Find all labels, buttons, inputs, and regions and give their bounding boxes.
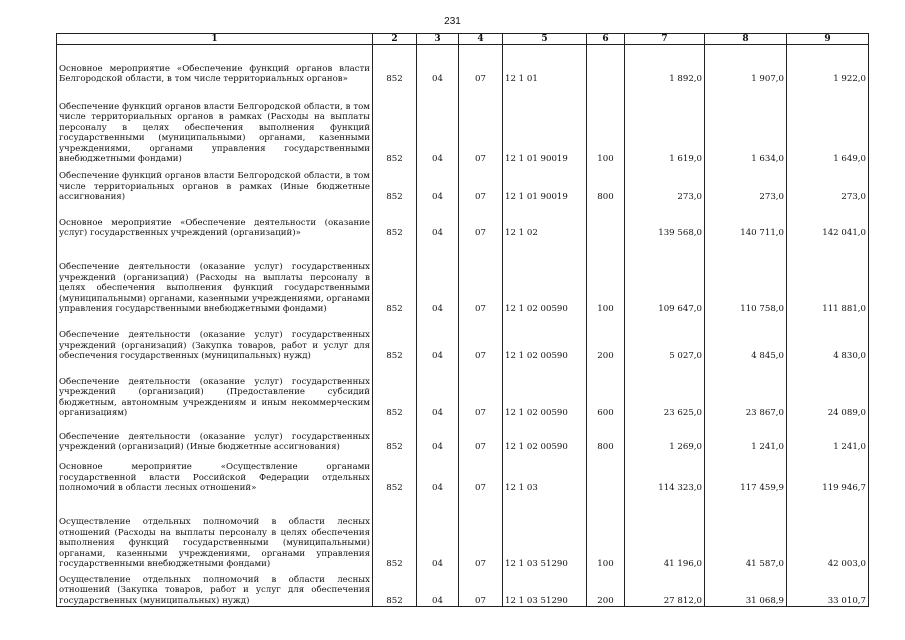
subsection-code: 07 xyxy=(459,419,503,453)
amount-year-1: 109 647,0 xyxy=(625,239,705,315)
ved-code: 852 xyxy=(373,494,417,570)
amount-year-1: 273,0 xyxy=(625,165,705,203)
amount-year-2: 31 068,9 xyxy=(705,570,787,607)
amount-year-2: 23 867,0 xyxy=(705,362,787,419)
subsection-code: 07 xyxy=(459,362,503,419)
column-header: 6 xyxy=(587,34,625,45)
ved-code: 852 xyxy=(373,570,417,607)
amount-year-3: 111 881,0 xyxy=(787,239,869,315)
row-name: Осуществление отдельных полномочий в области лесных отношений (Расходы на выплаты персоналу в целях обеспечения выполнения функций государственными (муниципальными) органами, казенными учреждениями, органами управления государственными внебюджетными фондами) xyxy=(57,494,373,570)
ved-code: 852 xyxy=(373,239,417,315)
column-header: 4 xyxy=(459,34,503,45)
expense-type-code: 100 xyxy=(587,494,625,570)
amount-year-3: 33 010,7 xyxy=(787,570,869,607)
column-header: 8 xyxy=(705,34,787,45)
table-row xyxy=(57,570,869,607)
column-header: 3 xyxy=(417,34,459,45)
ved-code: 852 xyxy=(373,362,417,419)
subsection-code: 07 xyxy=(459,165,503,203)
section-code: 04 xyxy=(417,85,459,165)
column-header: 7 xyxy=(625,34,705,45)
row-name: Обеспечение функций органов власти Белгородской области, в том числе территориальных органов в рамках (Иные бюджетные ассигнования) xyxy=(57,165,373,203)
amount-year-3: 1 649,0 xyxy=(787,85,869,165)
row-name: Основное мероприятие «Обеспечение деятельности (оказание услуг) государственных учреждений (организаций)» xyxy=(57,203,373,239)
amount-year-3: 24 089,0 xyxy=(787,362,869,419)
row-name: Основное мероприятие «Осуществление органами государственной власти Российской Федерации отдельных полномочий в области лесных отношений» xyxy=(57,453,373,494)
expense-type-code: 100 xyxy=(587,85,625,165)
target-article-code: 12 1 01 90019 xyxy=(503,165,587,203)
amount-year-2: 1 241,0 xyxy=(705,419,787,453)
table-row xyxy=(57,85,869,165)
subsection-code: 07 xyxy=(459,85,503,165)
subsection-code: 07 xyxy=(459,239,503,315)
row-name: Основное мероприятие «Обеспечение функций органов власти Белгородской области, в том числе территориальных органов» xyxy=(57,45,373,85)
amount-year-3: 273,0 xyxy=(787,165,869,203)
expense-type-code: 600 xyxy=(587,362,625,419)
amount-year-1: 41 196,0 xyxy=(625,494,705,570)
subsection-code: 07 xyxy=(459,453,503,494)
table-row xyxy=(57,494,869,570)
table-row xyxy=(57,362,869,419)
ved-code: 852 xyxy=(373,453,417,494)
amount-year-2: 1 907,0 xyxy=(705,45,787,85)
target-article-code: 12 1 03 xyxy=(503,453,587,494)
expense-type-code: 100 xyxy=(587,239,625,315)
header-row xyxy=(57,34,869,45)
row-name: Обеспечение деятельности (оказание услуг) государственных учреждений (организаций) (Иные бюджетные ассигнования) xyxy=(57,419,373,453)
amount-year-2: 41 587,0 xyxy=(705,494,787,570)
ved-code: 852 xyxy=(373,203,417,239)
table-row xyxy=(57,165,869,203)
ved-code: 852 xyxy=(373,419,417,453)
amount-year-3: 1 241,0 xyxy=(787,419,869,453)
column-header: 1 xyxy=(57,34,373,45)
amount-year-2: 4 845,0 xyxy=(705,315,787,362)
table-row xyxy=(57,239,869,315)
amount-year-2: 273,0 xyxy=(705,165,787,203)
target-article-code: 12 1 02 00590 xyxy=(503,315,587,362)
ved-code: 852 xyxy=(373,45,417,85)
expense-type-code: 200 xyxy=(587,570,625,607)
amount-year-1: 27 812,0 xyxy=(625,570,705,607)
section-code: 04 xyxy=(417,45,459,85)
amount-year-1: 23 625,0 xyxy=(625,362,705,419)
target-article-code: 12 1 03 51290 xyxy=(503,494,587,570)
row-name: Обеспечение деятельности (оказание услуг) государственных учреждений (организаций) (Предоставление субсидий бюджетным, автономным учреждениям и иным некоммерческим организациям) xyxy=(57,362,373,419)
ved-code: 852 xyxy=(373,165,417,203)
section-code: 04 xyxy=(417,419,459,453)
subsection-code: 07 xyxy=(459,45,503,85)
expense-type-code: 200 xyxy=(587,315,625,362)
row-name: Обеспечение деятельности (оказание услуг) государственных учреждений (организаций) (Расходы на выплаты персоналу в целях обеспечения выполнения функций государственными (муниципальными) органами, казенными учреждениями, органами управления государственными внебюджетными фондами) xyxy=(57,239,373,315)
table-row xyxy=(57,315,869,362)
row-name: Обеспечение деятельности (оказание услуг) государственных учреждений (организаций) (Закупка товаров, работ и услуг для обеспечения государственных (муниципальных) нужд) xyxy=(57,315,373,362)
target-article-code: 12 1 01 90019 xyxy=(503,85,587,165)
target-article-code: 12 1 03 51290 xyxy=(503,570,587,607)
amount-year-2: 117 459,9 xyxy=(705,453,787,494)
amount-year-1: 1 269,0 xyxy=(625,419,705,453)
section-code: 04 xyxy=(417,362,459,419)
expense-type-code xyxy=(587,203,625,239)
amount-year-1: 114 323,0 xyxy=(625,453,705,494)
amount-year-2: 140 711,0 xyxy=(705,203,787,239)
target-article-code: 12 1 01 xyxy=(503,45,587,85)
expense-type-code: 800 xyxy=(587,165,625,203)
column-header: 5 xyxy=(503,34,587,45)
section-code: 04 xyxy=(417,453,459,494)
expense-type-code xyxy=(587,453,625,494)
ved-code: 852 xyxy=(373,315,417,362)
page-number: 231 xyxy=(444,16,461,27)
amount-year-1: 1 892,0 xyxy=(625,45,705,85)
row-name: Обеспечение функций органов власти Белгородской области, в том числе территориальных органов в рамках (Расходы на выплаты персоналу в целях обеспечения выполнения функций государственными (муниципальными) органами, казенными учреждениями, органами управления государственными внебюджетными фондами) xyxy=(57,85,373,165)
section-code: 04 xyxy=(417,239,459,315)
row-name: Осуществление отдельных полномочий в области лесных отношений (Закупка товаров, работ и услуг для обеспечения государственных (муниципальных) нужд) xyxy=(57,570,373,607)
expense-type-code: 800 xyxy=(587,419,625,453)
amount-year-3: 142 041,0 xyxy=(787,203,869,239)
amount-year-1: 5 027,0 xyxy=(625,315,705,362)
table-row xyxy=(57,45,869,85)
expense-type-code xyxy=(587,45,625,85)
amount-year-3: 42 003,0 xyxy=(787,494,869,570)
amount-year-1: 1 619,0 xyxy=(625,85,705,165)
table-row xyxy=(57,203,869,239)
amount-year-3: 1 922,0 xyxy=(787,45,869,85)
column-header: 2 xyxy=(373,34,417,45)
amount-year-3: 4 830,0 xyxy=(787,315,869,362)
table-row xyxy=(57,419,869,453)
subsection-code: 07 xyxy=(459,315,503,362)
table-row xyxy=(57,453,869,494)
section-code: 04 xyxy=(417,494,459,570)
section-code: 04 xyxy=(417,165,459,203)
section-code: 04 xyxy=(417,570,459,607)
amount-year-3: 119 946,7 xyxy=(787,453,869,494)
target-article-code: 12 1 02 00590 xyxy=(503,239,587,315)
subsection-code: 07 xyxy=(459,570,503,607)
target-article-code: 12 1 02 xyxy=(503,203,587,239)
budget-table xyxy=(56,33,869,607)
target-article-code: 12 1 02 00590 xyxy=(503,419,587,453)
section-code: 04 xyxy=(417,315,459,362)
subsection-code: 07 xyxy=(459,494,503,570)
subsection-code: 07 xyxy=(459,203,503,239)
amount-year-1: 139 568,0 xyxy=(625,203,705,239)
ved-code: 852 xyxy=(373,85,417,165)
amount-year-2: 110 758,0 xyxy=(705,239,787,315)
column-header: 9 xyxy=(787,34,869,45)
target-article-code: 12 1 02 00590 xyxy=(503,362,587,419)
amount-year-2: 1 634,0 xyxy=(705,85,787,165)
section-code: 04 xyxy=(417,203,459,239)
